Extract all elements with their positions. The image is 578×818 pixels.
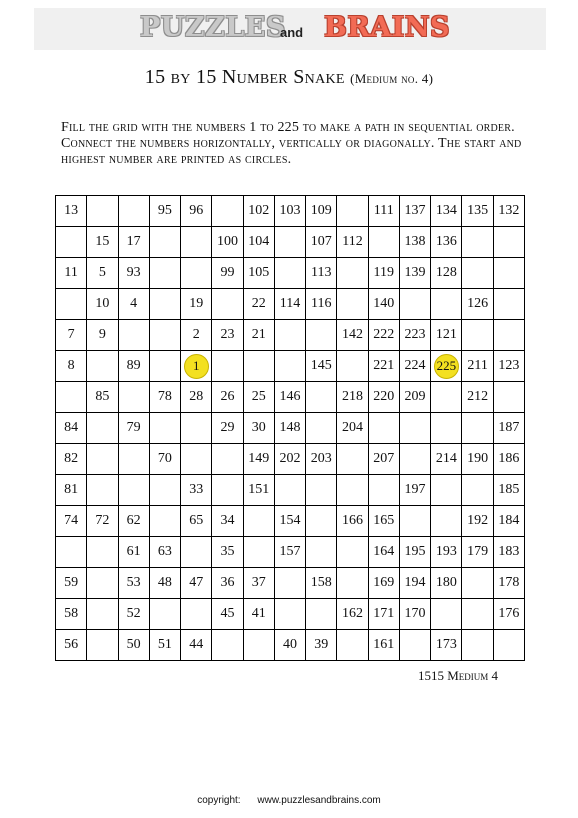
grid-cell[interactable] [400,630,431,661]
grid-cell[interactable]: 59 [56,568,87,599]
grid-cell[interactable] [462,320,493,351]
grid-cell[interactable]: 93 [119,258,150,289]
grid-cell[interactable] [337,630,368,661]
grid-cell[interactable] [87,351,118,382]
grid-cell[interactable]: 136 [431,227,462,258]
grid-cell[interactable] [337,444,368,475]
grid-cell[interactable]: 145 [306,351,337,382]
grid-cell[interactable]: 22 [244,289,275,320]
grid-cell[interactable] [181,227,212,258]
grid-cell[interactable]: 84 [56,413,87,444]
grid-cell[interactable]: 48 [150,568,181,599]
grid-cell[interactable] [212,444,243,475]
grid-cell[interactable]: 100 [212,227,243,258]
grid-cell[interactable]: 170 [400,599,431,630]
grid-cell[interactable]: 17 [119,227,150,258]
grid-cell[interactable] [150,413,181,444]
grid-cell[interactable] [337,258,368,289]
instructions: Fill the grid with the numbers 1 to 225 to make a path in sequential order. Connect the numbers horizontally, vertically or diagonally. The start and highest number are printed as circles. [61,120,522,167]
grid-cell[interactable] [431,599,462,630]
grid-cell[interactable] [431,289,462,320]
grid-cell[interactable]: 33 [181,475,212,506]
grid-cell[interactable] [56,537,87,568]
grid-cell-circled[interactable] [431,351,462,382]
grid-cell[interactable]: 105 [244,258,275,289]
grid-cell[interactable]: 21 [244,320,275,351]
grid-cell[interactable]: 82 [56,444,87,475]
grid-cell[interactable]: 4 [119,289,150,320]
grid-cell[interactable] [275,568,306,599]
grid-cell[interactable]: 187 [494,413,525,444]
grid-cell[interactable]: 132 [494,196,525,227]
grid-cell[interactable]: 116 [306,289,337,320]
grid-cell[interactable]: 96 [181,196,212,227]
grid-cell[interactable]: 211 [462,351,493,382]
grid-cell[interactable]: 139 [400,258,431,289]
grid-cell[interactable]: 99 [212,258,243,289]
grid-cell[interactable] [400,506,431,537]
grid-cell[interactable]: 142 [337,320,368,351]
grid-cell[interactable]: 56 [56,630,87,661]
grid-cell[interactable]: 154 [275,506,306,537]
grid-cell[interactable] [306,537,337,568]
grid-cell[interactable] [87,537,118,568]
grid-cell[interactable]: 121 [431,320,462,351]
grid-cell[interactable]: 221 [369,351,400,382]
grid-cell[interactable]: 183 [494,537,525,568]
grid-cell[interactable]: 89 [119,351,150,382]
grid-cell[interactable] [400,289,431,320]
website-link[interactable]: www.puzzlesandbrains.com [257,795,381,806]
grid-cell[interactable]: 35 [212,537,243,568]
grid-cell[interactable] [244,506,275,537]
grid-cell[interactable]: 50 [119,630,150,661]
grid-cell[interactable]: 11 [56,258,87,289]
grid-cell[interactable] [56,289,87,320]
logo-puzzles: PUZZLES [140,12,286,43]
grid-cell[interactable]: 39 [306,630,337,661]
grid-cell[interactable]: 74 [56,506,87,537]
grid-cell[interactable] [181,444,212,475]
grid-cell[interactable]: 148 [275,413,306,444]
grid-cell[interactable]: 30 [244,413,275,444]
grid-cell[interactable]: 179 [462,537,493,568]
grid-cell[interactable]: 79 [119,413,150,444]
grid-cell[interactable] [462,227,493,258]
grid-cell[interactable]: 104 [244,227,275,258]
grid-cell[interactable]: 135 [462,196,493,227]
grid-cell[interactable] [400,444,431,475]
puzzle-title: 15 by 15 Number Snake [144,66,345,88]
grid-cell[interactable]: 192 [462,506,493,537]
grid-cell[interactable]: 220 [369,382,400,413]
grid-cell[interactable] [212,630,243,661]
grid-cell[interactable] [150,227,181,258]
grid-cell[interactable] [494,227,525,258]
grid-cell[interactable] [431,382,462,413]
grid-cell[interactable] [431,413,462,444]
grid-cell[interactable]: 52 [119,599,150,630]
grid-cell[interactable]: 19 [181,289,212,320]
puzzle-id: 1515 Medium 4 [418,668,499,683]
grid-cell[interactable] [369,227,400,258]
grid-cell[interactable]: 111 [369,196,400,227]
grid-cell[interactable] [275,599,306,630]
grid-cell[interactable]: 128 [431,258,462,289]
grid-cell[interactable]: 173 [431,630,462,661]
grid-cell[interactable]: 185 [494,475,525,506]
grid-cell[interactable]: 114 [275,289,306,320]
grid-cell[interactable]: 9 [87,320,118,351]
grid-cell[interactable] [119,382,150,413]
grid-cell[interactable]: 13 [56,196,87,227]
grid-cell[interactable]: 51 [150,630,181,661]
grid-cell[interactable]: 222 [369,320,400,351]
grid-cell[interactable] [150,599,181,630]
grid-cell[interactable]: 10 [87,289,118,320]
grid-cell[interactable]: 224 [400,351,431,382]
grid-cell[interactable]: 209 [400,382,431,413]
grid-cell[interactable]: 195 [400,537,431,568]
grid-cell[interactable] [431,506,462,537]
grid-cell[interactable] [150,320,181,351]
grid-cell[interactable] [306,475,337,506]
grid-cell[interactable]: 7 [56,320,87,351]
grid-cell[interactable]: 123 [494,351,525,382]
grid-cell[interactable]: 44 [181,630,212,661]
grid-cell[interactable] [462,475,493,506]
grid-cell[interactable]: 47 [181,568,212,599]
grid-cell[interactable] [369,413,400,444]
grid-cell[interactable] [181,413,212,444]
grid-cell[interactable]: 23 [212,320,243,351]
grid-cell[interactable]: 26 [212,382,243,413]
grid-cell[interactable] [494,630,525,661]
grid-cell[interactable] [337,351,368,382]
grid-cell[interactable] [275,227,306,258]
grid-cell[interactable] [494,258,525,289]
grid-cell[interactable] [462,568,493,599]
grid-cell[interactable] [212,475,243,506]
grid-cell[interactable] [494,320,525,351]
grid-cell[interactable]: 138 [400,227,431,258]
grid-cell[interactable] [87,630,118,661]
grid-cell[interactable] [369,475,400,506]
grid-cell[interactable]: 70 [150,444,181,475]
grid-cell[interactable]: 107 [306,227,337,258]
grid-cell[interactable]: 41 [244,599,275,630]
grid-cell[interactable] [150,258,181,289]
grid-cell[interactable] [150,506,181,537]
grid-cell[interactable]: 165 [369,506,400,537]
grid-cell[interactable]: 103 [275,196,306,227]
grid-cell[interactable]: 78 [150,382,181,413]
grid-cell[interactable]: 28 [181,382,212,413]
grid-cell[interactable] [275,475,306,506]
grid-cell[interactable]: 197 [400,475,431,506]
grid-cell[interactable] [306,506,337,537]
puzzle-subtitle: (Medium no. 4) [350,71,434,86]
grid-cell[interactable] [306,599,337,630]
grid-cell[interactable]: 34 [212,506,243,537]
grid-cell[interactable]: 65 [181,506,212,537]
grid-cell[interactable]: 204 [337,413,368,444]
grid-cell[interactable]: 161 [369,630,400,661]
grid-cell[interactable]: 146 [275,382,306,413]
grid-cell[interactable] [431,475,462,506]
grid-cell[interactable]: 171 [369,599,400,630]
grid-cell[interactable]: 149 [244,444,275,475]
grid-cell[interactable]: 164 [369,537,400,568]
grid-cell[interactable]: 37 [244,568,275,599]
grid-cell[interactable] [56,227,87,258]
grid-cell[interactable] [87,568,118,599]
grid-cell[interactable] [462,599,493,630]
grid-cell[interactable] [462,413,493,444]
grid-cell[interactable]: 207 [369,444,400,475]
grid-cell[interactable] [462,630,493,661]
grid-cell[interactable] [275,320,306,351]
grid-cell[interactable]: 214 [431,444,462,475]
grid-cell[interactable]: 63 [150,537,181,568]
grid-cell[interactable] [181,258,212,289]
grid-cell[interactable]: 203 [306,444,337,475]
copyright-footer [0,795,578,806]
logo-and: and [280,25,304,40]
grid-cell[interactable] [337,568,368,599]
grid-cell[interactable]: 223 [400,320,431,351]
grid-cell[interactable] [150,475,181,506]
grid-cell[interactable]: 85 [87,382,118,413]
grid-cell[interactable]: 184 [494,506,525,537]
grid-cell[interactable] [244,630,275,661]
grid-cell[interactable] [337,537,368,568]
grid-cell[interactable] [87,599,118,630]
grid-cell[interactable] [150,351,181,382]
grid-cell[interactable] [400,413,431,444]
grid-cell[interactable] [494,382,525,413]
grid-cell[interactable] [337,289,368,320]
grid-cell[interactable]: 193 [431,537,462,568]
grid-cell[interactable] [212,196,243,227]
grid-cell[interactable]: 113 [306,258,337,289]
grid-cell[interactable]: 45 [212,599,243,630]
grid-cell[interactable]: 218 [337,382,368,413]
grid-cell[interactable] [337,196,368,227]
grid-cell[interactable]: 176 [494,599,525,630]
grid-cell[interactable] [337,475,368,506]
grid-cell[interactable]: 166 [337,506,368,537]
grid-cell[interactable]: 212 [462,382,493,413]
grid-cell[interactable]: 119 [369,258,400,289]
grid-cell[interactable] [306,382,337,413]
circled-number: 1 [184,354,209,379]
grid-cell[interactable] [181,537,212,568]
grid-cell[interactable]: 40 [275,630,306,661]
grid-cell[interactable]: 186 [494,444,525,475]
grid-cell[interactable]: 95 [150,196,181,227]
grid-cell[interactable]: 61 [119,537,150,568]
grid-cell[interactable]: 109 [306,196,337,227]
grid-cell[interactable]: 158 [306,568,337,599]
grid-cell[interactable] [87,444,118,475]
grid-cell[interactable] [150,289,181,320]
grid-cell[interactable]: 134 [431,196,462,227]
grid-cell[interactable]: 162 [337,599,368,630]
grid-cell[interactable] [275,351,306,382]
grid-cell[interactable] [87,475,118,506]
grid-cell[interactable]: 15 [87,227,118,258]
grid-cell[interactable] [275,258,306,289]
puzzle-grid [55,195,525,661]
grid-cell[interactable]: 29 [212,413,243,444]
grid-cell[interactable] [306,413,337,444]
grid-cell[interactable] [87,196,118,227]
grid-cell[interactable]: 169 [369,568,400,599]
grid-cell[interactable]: 178 [494,568,525,599]
copyright-label: copyright: [197,795,241,806]
grid-cell[interactable] [306,320,337,351]
grid-cell[interactable]: 157 [275,537,306,568]
grid-cell[interactable] [119,444,150,475]
grid-cell[interactable]: 36 [212,568,243,599]
grid-cell[interactable]: 194 [400,568,431,599]
grid-cell[interactable] [212,351,243,382]
grid-cell[interactable] [119,196,150,227]
logo-brains: BRAINS [324,12,451,43]
grid-cell[interactable]: 8 [56,351,87,382]
grid-cell[interactable]: 151 [244,475,275,506]
grid-cell[interactable] [119,475,150,506]
grid-cell[interactable]: 58 [56,599,87,630]
grid-cell[interactable] [244,537,275,568]
grid-cell[interactable]: 137 [400,196,431,227]
circled-number: 225 [434,354,459,379]
grid-cell[interactable] [56,382,87,413]
grid-cell[interactable] [181,599,212,630]
grid-cell[interactable] [462,258,493,289]
grid-cell[interactable]: 140 [369,289,400,320]
grid-cell[interactable]: 202 [275,444,306,475]
grid-cell[interactable]: 25 [244,382,275,413]
grid-cell[interactable]: 5 [87,258,118,289]
grid-cell[interactable]: 126 [462,289,493,320]
grid-cell[interactable] [494,289,525,320]
grid-cell[interactable]: 62 [119,506,150,537]
grid-cell-circled[interactable] [181,351,212,382]
grid-cell[interactable]: 180 [431,568,462,599]
grid-cell[interactable] [87,413,118,444]
grid-cell[interactable]: 72 [87,506,118,537]
puzzle-title-line [0,66,578,89]
grid-cell[interactable]: 81 [56,475,87,506]
grid-cell[interactable]: 53 [119,568,150,599]
grid-cell[interactable]: 190 [462,444,493,475]
grid-cell[interactable]: 112 [337,227,368,258]
grid-cell[interactable] [244,351,275,382]
grid-cell[interactable]: 102 [244,196,275,227]
grid-cell[interactable] [212,289,243,320]
grid-cell[interactable] [119,320,150,351]
grid-cell[interactable]: 2 [181,320,212,351]
